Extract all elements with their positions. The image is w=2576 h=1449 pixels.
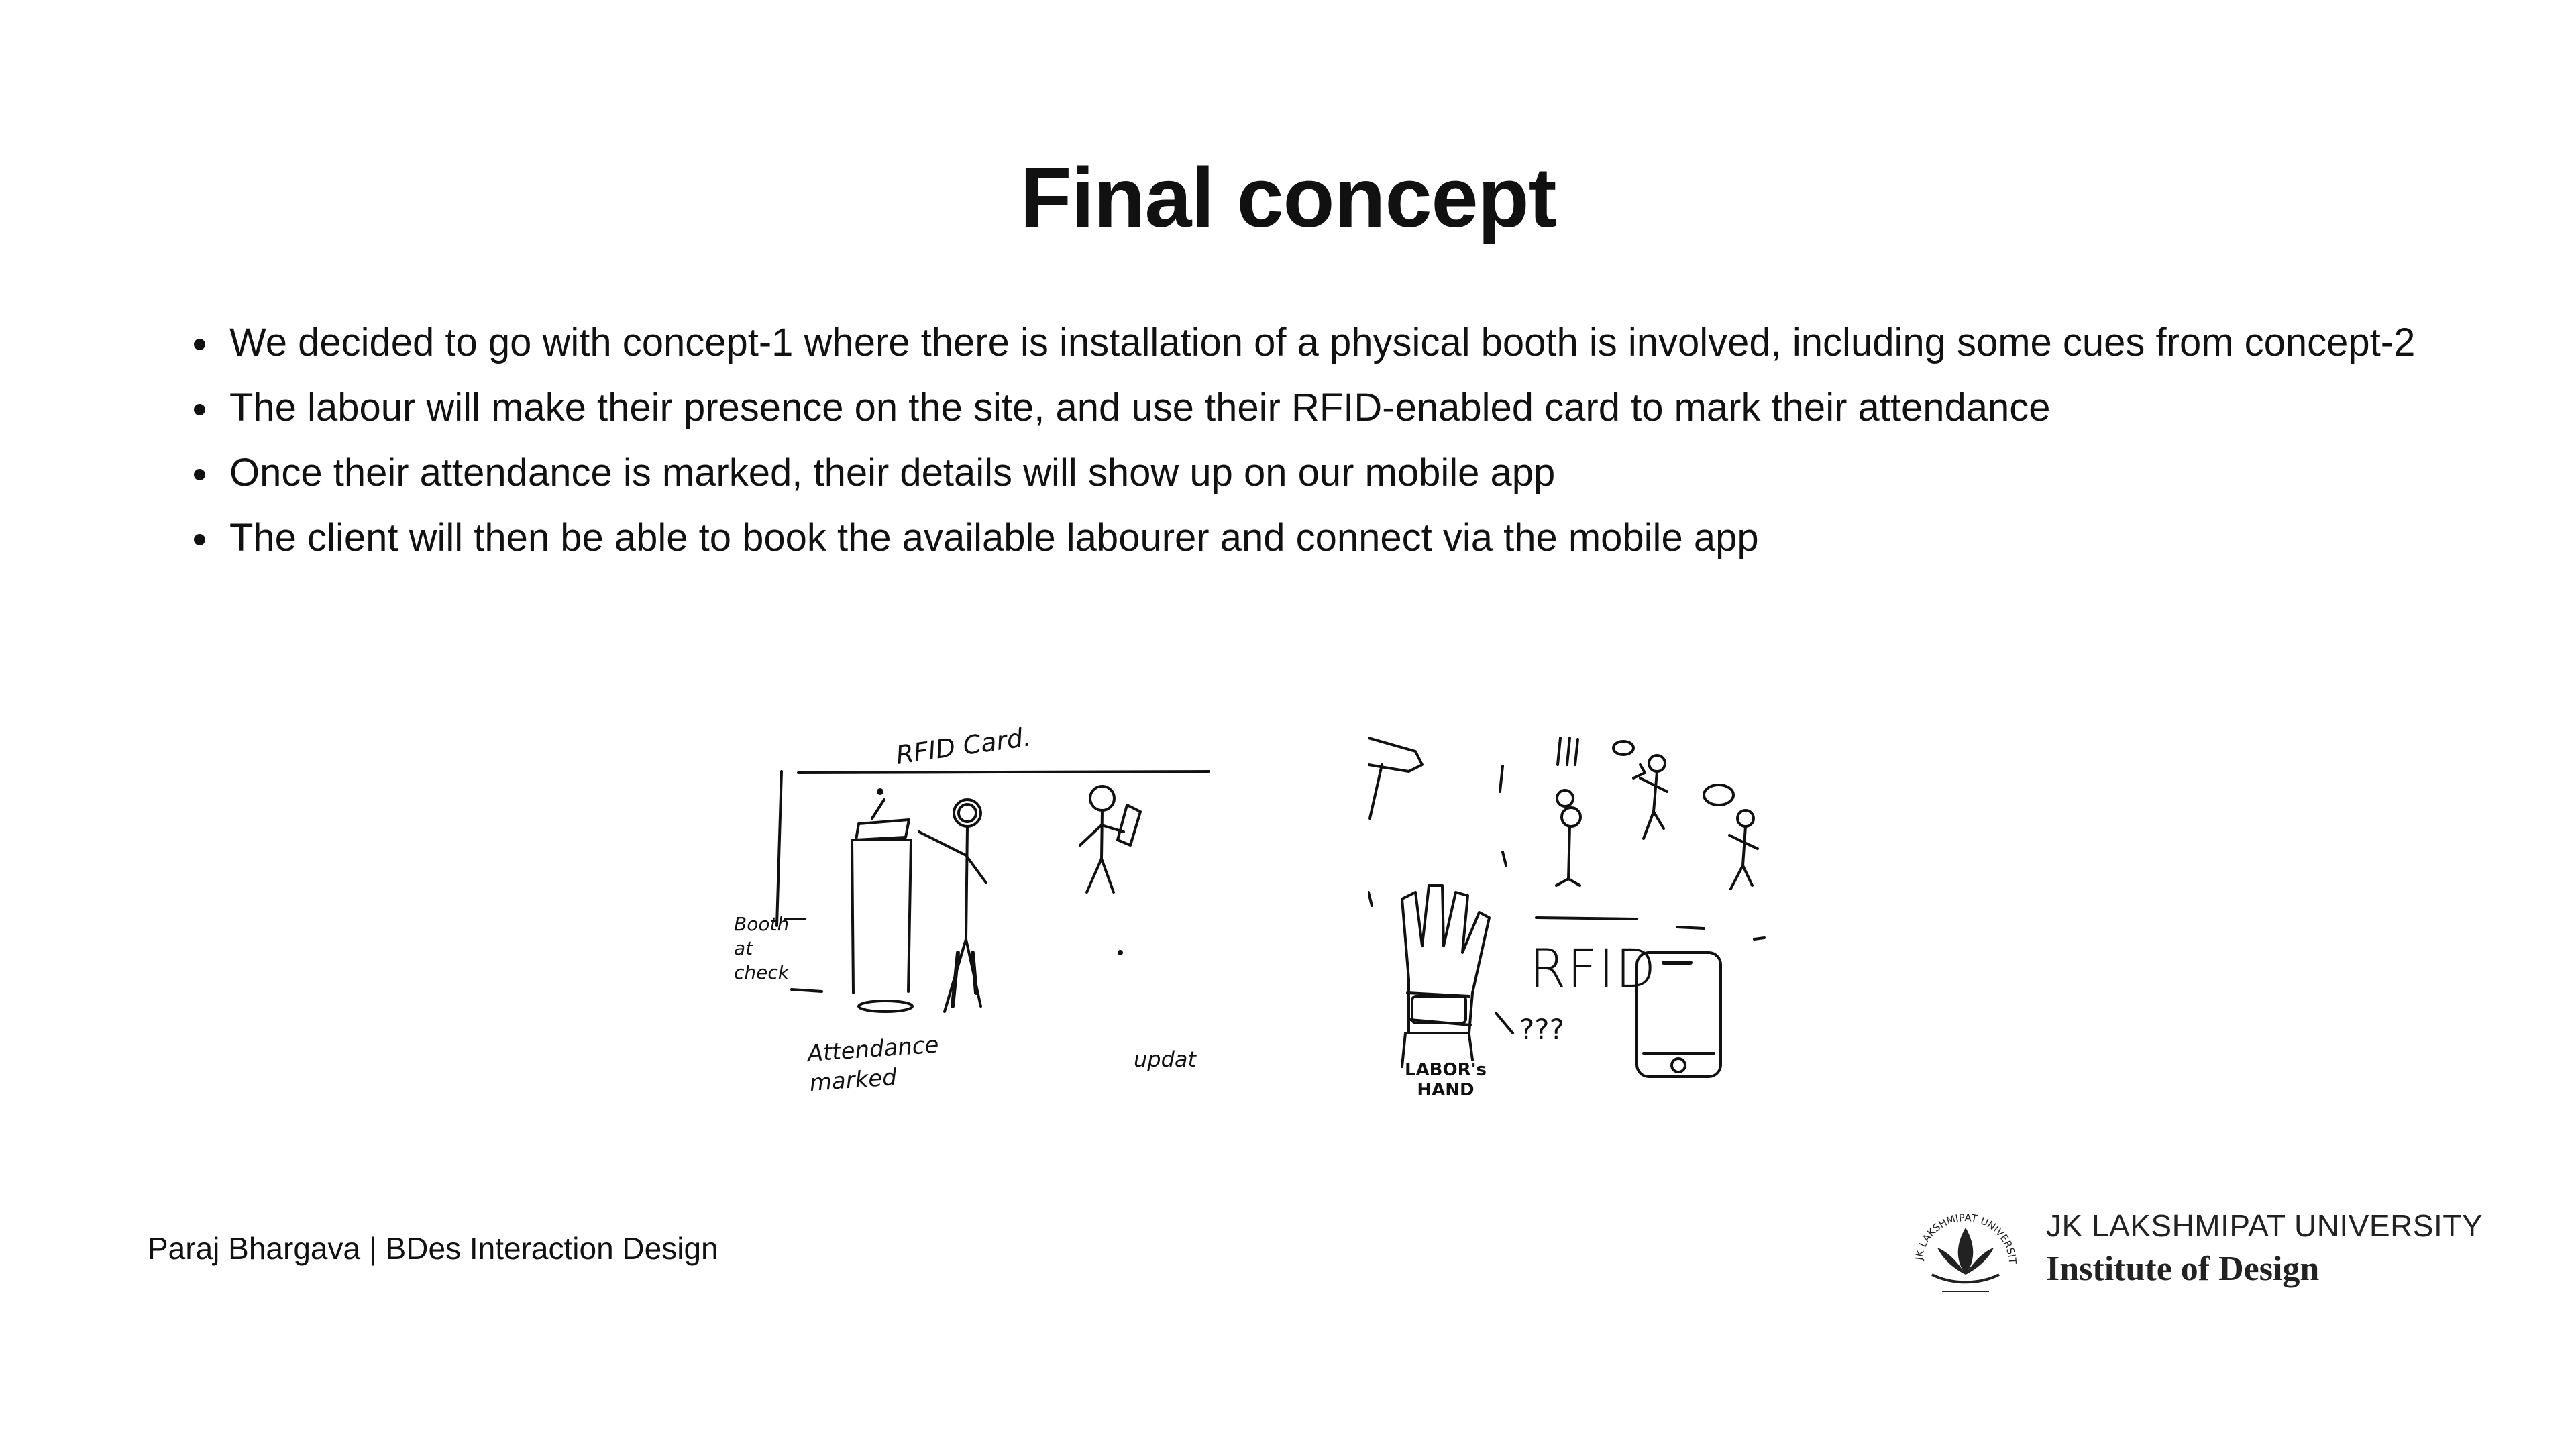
university-logo [1905,1201,2026,1301]
slide-title: Final concept [1020,150,1556,245]
bullet-item: • We decided to go with concept-1 where there is installation of a physical booth is involved, including some cues from concept-2 [221,310,2435,375]
rfid-label: RFID [1529,939,1658,1000]
svg-text:JK LAKSHMIPAT UNIVERSITY: JK LAKSHMIPAT UNIVERSIT [1913,1211,2019,1265]
bullet-item: • Once their attendance is marked, their details will show up on our mobile app [221,440,2435,505]
bullet-item: • The labour will make their presence on the site, and use their RFID-enabled card to mark their attendance [221,375,2435,440]
question-label: ??? [1519,1013,1564,1046]
booth-label: Booth at check [734,913,790,983]
rfid-card-label: RFID Card. [894,722,1033,770]
booth-sketch-image [731,724,1214,1120]
university-name: JK LAKSHMIPAT UNIVERSITY [2046,1208,2483,1243]
bullet-list [181,310,2435,570]
update-label: updat [1134,1046,1197,1072]
rfid-hand-sketch-image [1368,724,1778,1114]
institute-name: Institute of Design [2046,1250,2320,1288]
labor-hand-label: LABOR's HAND [1404,1060,1487,1100]
author-credit: Paraj Bhargava | BDes Interaction Design [148,1231,718,1266]
bullet-item: • The client will then be able to book the available labourer and connect via the mobile app [221,505,2435,570]
attendance-label: Attendance marked [806,1031,940,1097]
